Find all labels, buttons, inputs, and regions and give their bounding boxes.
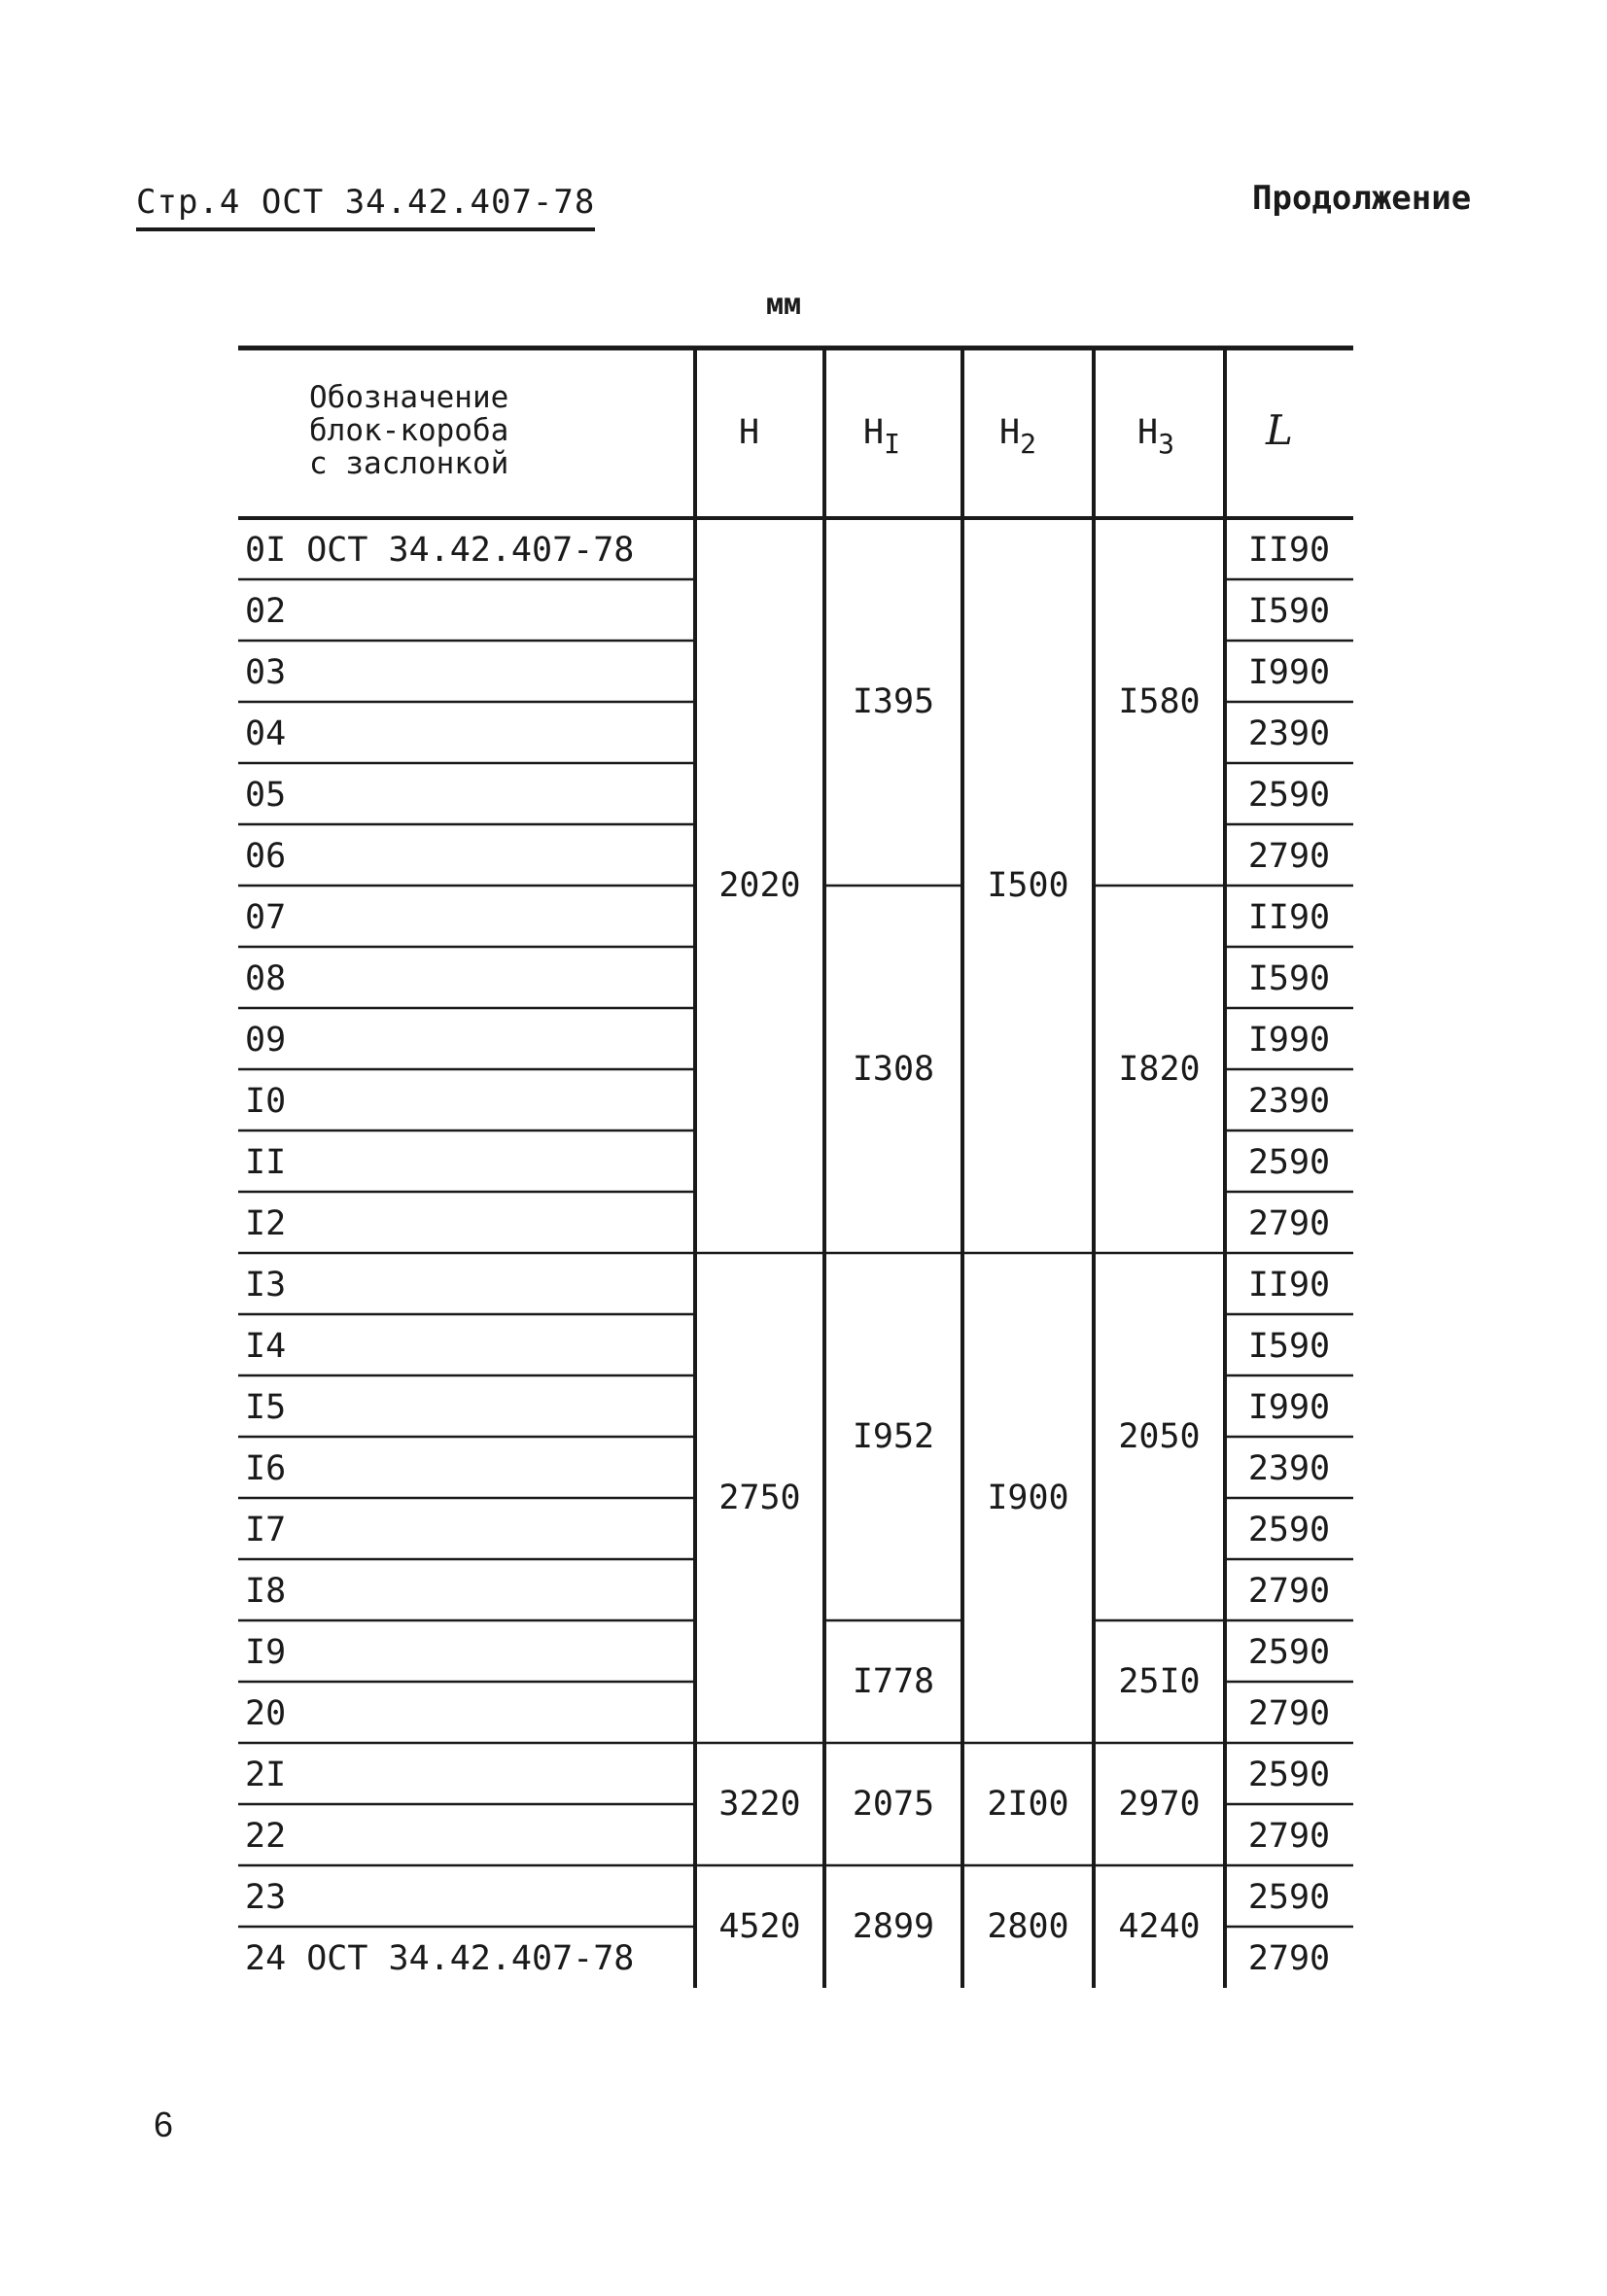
h1-value-cell: 2075 [852,1785,935,1824]
l-value-cell: II90 [1247,898,1331,937]
designation-cell: 2I [245,1756,287,1794]
designation-cell: 24 ОСТ 34.42.407-78 [245,1939,635,1978]
designation-cell: 02 [245,592,287,631]
header-h1 [863,413,900,460]
l-value-cell: 2790 [1247,1572,1331,1611]
designation-cell: I4 [245,1327,287,1366]
designation-cell: 06 [245,837,287,876]
l-value-cell: I990 [1247,653,1331,692]
designation-cell: I7 [245,1511,287,1549]
l-value-cell: I590 [1247,959,1331,998]
header-h3-base: H [1137,413,1159,452]
h3-value-cell: 2970 [1118,1785,1201,1824]
h-value-cell: 2020 [718,866,801,905]
h2-value-cell: I500 [987,866,1069,905]
header-h1-sub: I [884,428,900,460]
h3-value-cell: 25I0 [1118,1662,1201,1701]
designation-cell: 0I ОСТ 34.42.407-78 [245,531,635,570]
h1-value-cell: I308 [852,1050,935,1089]
l-value-cell: I990 [1247,1021,1331,1060]
designation-cell: 08 [245,959,287,998]
l-value-cell: 2590 [1247,1756,1331,1794]
l-value-cell: 2790 [1247,837,1331,876]
header-h1-base: H [863,413,885,452]
designation-cell: I9 [245,1633,287,1672]
h1-value-cell: I395 [852,682,935,721]
designation-cell: I6 [245,1449,287,1488]
l-value-cell: I590 [1247,592,1331,631]
l-value-cell: I990 [1247,1388,1331,1427]
designation-cell: 20 [245,1694,287,1733]
header-h2 [999,413,1036,460]
h2-value-cell: 2800 [987,1907,1069,1946]
h3-value-cell: I580 [1118,682,1201,721]
l-value-cell: 2590 [1247,776,1331,815]
designation-header-line: блок-короба [309,413,509,448]
h-value-cell: 3220 [718,1785,801,1824]
l-value-cell: 2590 [1247,1511,1331,1549]
designation-header-line: Обозначение [309,380,509,415]
l-value-cell: 2790 [1247,1939,1331,1978]
continuation-label: Продолжение [1252,179,1472,218]
l-value-cell: 2790 [1247,1817,1331,1856]
designation-cell: 03 [245,653,287,692]
l-value-cell: 2590 [1247,1878,1331,1917]
header-h3 [1137,413,1174,460]
header-h3-sub: 3 [1158,428,1174,460]
designation-cell: 23 [245,1878,287,1917]
h1-value-cell: 2899 [852,1907,935,1946]
designation-cell: 07 [245,898,287,937]
designation-cell: 09 [245,1021,287,1060]
l-value-cell: 2390 [1247,714,1331,753]
h-value-cell: 4520 [718,1907,801,1946]
h-value-cell: 2750 [718,1478,801,1517]
l-value-cell: 2590 [1247,1633,1331,1672]
designation-cell: I5 [245,1388,287,1427]
l-value-cell: II90 [1247,531,1331,570]
units-label: мм [766,288,802,322]
page-number: 6 [154,2105,174,2144]
header-h: H [739,413,760,452]
designation-cell: 04 [245,714,287,753]
header-h2-base: H [999,413,1021,452]
designation-cell: I3 [245,1266,287,1305]
header-h2-sub: 2 [1020,428,1036,460]
h2-value-cell: 2I00 [987,1785,1069,1824]
h2-value-cell: I900 [987,1478,1069,1517]
l-value-cell: 2790 [1247,1694,1331,1733]
h1-value-cell: I778 [852,1662,935,1701]
designation-cell: I2 [245,1204,287,1243]
l-value-cell: 2390 [1247,1449,1331,1488]
l-value-cell: 2790 [1247,1204,1331,1243]
page-header-standard: Стр.4 ОСТ 34.42.407-78 [136,183,595,231]
header-l: L [1266,406,1293,454]
h3-value-cell: I820 [1118,1050,1201,1089]
designation-cell: 22 [245,1817,287,1856]
h1-value-cell: I952 [852,1417,935,1456]
h3-value-cell: 2050 [1118,1417,1201,1456]
designation-cell: II [245,1143,287,1182]
l-value-cell: 2590 [1247,1143,1331,1182]
designation-cell: I8 [245,1572,287,1611]
l-value-cell: I590 [1247,1327,1331,1366]
l-value-cell: II90 [1247,1266,1331,1305]
h3-value-cell: 4240 [1118,1907,1201,1946]
designation-cell: I0 [245,1082,287,1121]
designation-cell: 05 [245,776,287,815]
designation-header-line: с заслонкой [309,446,509,481]
l-value-cell: 2390 [1247,1082,1331,1121]
designation-header [309,381,508,480]
